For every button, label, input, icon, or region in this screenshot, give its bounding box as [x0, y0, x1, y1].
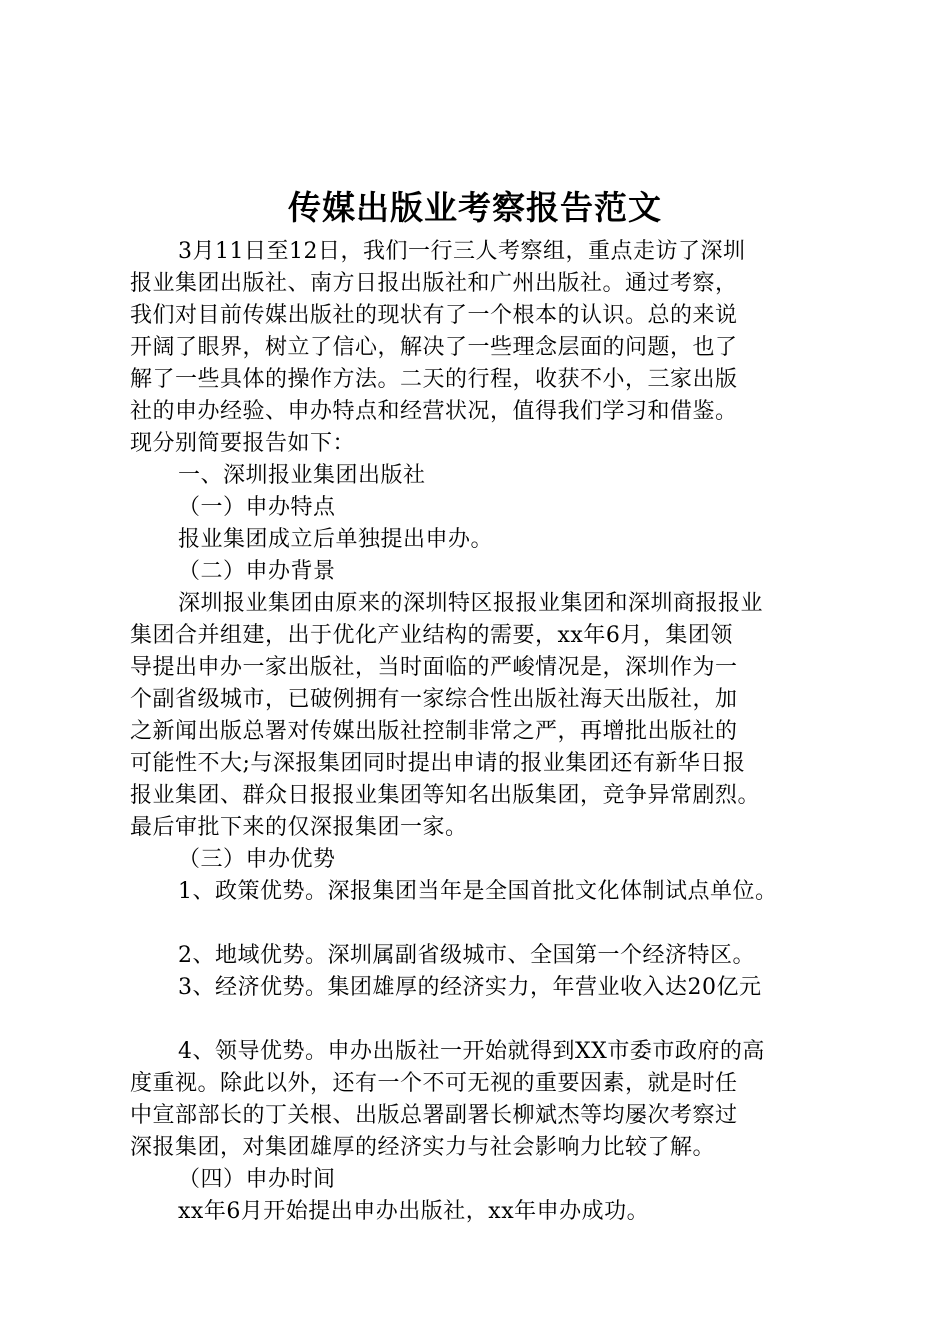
text-line-9: 深圳报业集团由原来的深圳特区报报业集团和深圳商报报业 — [178, 591, 764, 616]
text-line-4: 开阔了眼界，树立了信心，解决了一些理念层面的问题，也了 — [130, 335, 738, 360]
text-line-5: 解了一些具体的操作方法。二天的行程，收获不小，三家出版 — [130, 367, 738, 392]
text-line-7: 现分别简要报告如下： — [130, 431, 356, 456]
text-line-22: 中宣部部长的丁关根、出版总署副署长柳斌杰等均屡次考察过 — [130, 1103, 738, 1128]
text-line-2: 报业集团出版社、南方日报出版社和广州出版社。通过考察， — [130, 271, 738, 296]
text-line-11: 导提出申办一家出版社，当时面临的严峻情况是，深圳作为一 — [130, 655, 738, 680]
text-line-8: 报业集团成立后单独提出申办。 — [178, 527, 494, 552]
text-line-21: 度重视。除此以外，还有一个不可无视的重要因素，就是时任 — [130, 1071, 738, 1096]
text-line-23: 深报集团，对集团雄厚的经济实力与社会影响力比较了解。 — [130, 1135, 716, 1160]
text-line-20: 4、领导优势。申办出版社一开始就得到XX市委市政府的高 — [178, 1039, 765, 1064]
subheading-4: （四）申办时间 — [178, 1167, 336, 1192]
text-line-6: 社的申办经验、申办特点和经营状况，值得我们学习和借鉴。 — [130, 399, 738, 424]
text-line-17: 1、政策优势。深报集团当年是全国首批文化体制试点单位。 — [178, 879, 778, 904]
subheading-3: （三）申办优势 — [178, 847, 336, 872]
text-line-10: 集团合并组建，出于优化产业结构的需要，xx年6月，集团领 — [130, 623, 733, 648]
text-line-1: 3月11日至12日，我们一行三人考察组，重点走访了深圳 — [178, 239, 746, 264]
text-line-18: 2、地域优势。深圳属副省级城市、全国第一个经济特区。 — [178, 943, 755, 968]
text-line-24: xx年6月开始提出申办出版社，xx年申办成功。 — [178, 1199, 650, 1224]
text-line-15: 报业集团、群众日报报业集团等知名出版集团，竞争异常剧烈。 — [130, 783, 761, 808]
text-line-19: 3、经济优势。集团雄厚的经济实力，年营业收入达20亿元 — [178, 975, 762, 1000]
document-title: 传媒出版业考察报告范文 — [288, 188, 662, 227]
text-line-13: 之新闻出版总署对传媒出版社控制非常之严，再增批出版社的 — [130, 719, 738, 744]
section-heading-1: 一、深圳报业集团出版社 — [178, 463, 426, 488]
text-line-16: 最后审批下来的仅深报集团一家。 — [130, 815, 468, 840]
subheading-1: （一）申办特点 — [178, 495, 336, 520]
subheading-2: （二）申办背景 — [178, 559, 336, 584]
text-line-12: 个副省级城市，已破例拥有一家综合性出版社海天出版社，加 — [130, 687, 738, 712]
text-line-3: 我们对目前传媒出版社的现状有了一个根本的认识。总的来说 — [130, 303, 738, 328]
text-line-14: 可能性不大;与深报集团同时提出申请的报业集团还有新华日报 — [130, 751, 746, 776]
